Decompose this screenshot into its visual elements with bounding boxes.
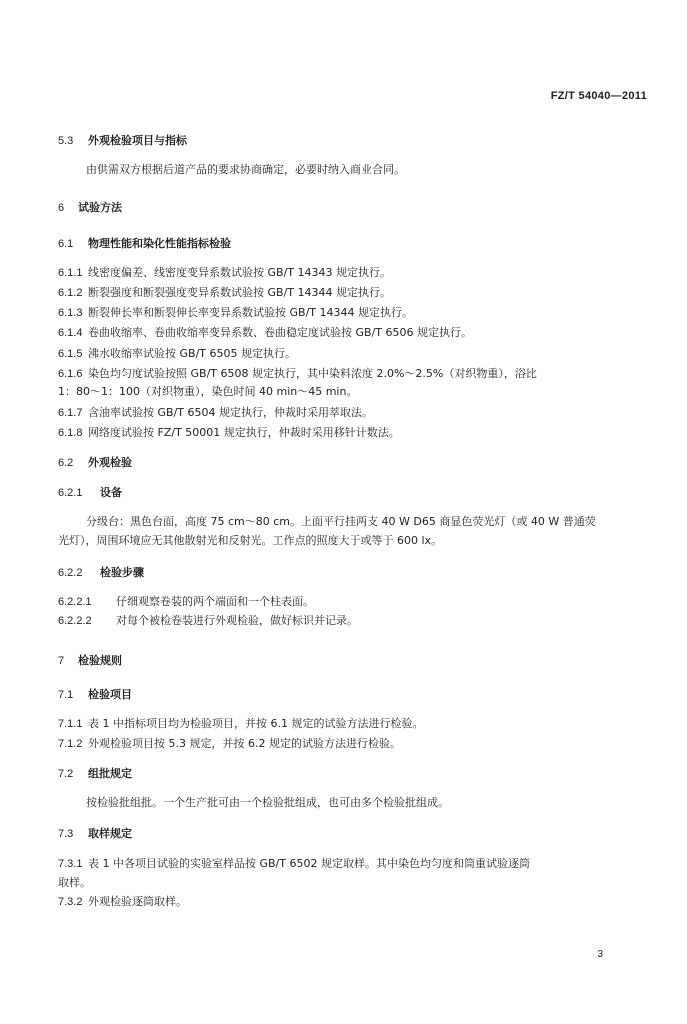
clause-6-1-1 bbox=[58, 265, 643, 281]
section-5-3-heading bbox=[58, 133, 643, 149]
section-7-2-body: 按检验批组批。一个生产批可由一个检验批组成，也可由多个检验批组成。 bbox=[86, 796, 449, 809]
section-7-3-heading bbox=[58, 826, 643, 842]
clause-6-1-2 bbox=[58, 285, 643, 301]
clause-text: 线密度偏差、线密度变异系数试验按 GB/T 14343 规定执行。 bbox=[88, 266, 391, 279]
section-7-1-heading bbox=[58, 687, 643, 703]
section-5-3-body: 由供需双方根据后道产品的要求协商确定，必要时纳入商业合同。 bbox=[86, 163, 405, 176]
section-title: 设备 bbox=[100, 486, 122, 499]
section-title: 组批规定 bbox=[88, 767, 132, 780]
clause-6-1-4 bbox=[58, 325, 643, 341]
section-number: 6.1 bbox=[58, 238, 74, 250]
section-6-1-heading bbox=[58, 236, 643, 252]
clause-6-1-3 bbox=[58, 305, 643, 321]
section-number: 7.1 bbox=[58, 689, 74, 701]
clause-text: 沸水收缩率试验按 GB/T 6505 规定执行。 bbox=[88, 347, 296, 360]
clause-number: 7.3.1 bbox=[58, 858, 83, 870]
clause-number: 6.1.7 bbox=[58, 407, 83, 419]
clause-6-2-2-1 bbox=[58, 594, 643, 610]
clause-number: 6.1.1 bbox=[58, 267, 83, 279]
clause-7-3-2 bbox=[58, 894, 643, 910]
section-title: 试验方法 bbox=[78, 201, 122, 214]
clause-6-2-2-2 bbox=[58, 613, 643, 629]
section-number: 7 bbox=[58, 655, 65, 667]
clause-number: 7.3.2 bbox=[58, 896, 83, 908]
clause-number: 6.1.4 bbox=[58, 327, 83, 339]
clause-text: 断裂伸长率和断裂伸长率变异系数试验按 GB/T 14344 规定执行。 bbox=[88, 306, 413, 319]
clause-text: 仔细观察卷装的两个端面和一个柱表面。 bbox=[116, 595, 314, 608]
section-title: 检验项目 bbox=[88, 688, 132, 701]
clause-text: 外观检验项目按 5.3 规定，并按 6.2 规定的试验方法进行检验。 bbox=[88, 737, 401, 750]
clause-number: 6.2.2.2 bbox=[58, 615, 92, 627]
clause-6-1-8 bbox=[58, 425, 643, 441]
section-6-2-1-body: 分级台：黑色台面，高度 75 cm～80 cm。上面平行挂两支 40 W D65 商显色荧光灯（或 40 W 普通荧 bbox=[86, 515, 596, 528]
page-number: 3 bbox=[597, 949, 603, 960]
clause-text: 外观检验逐筒取样。 bbox=[88, 895, 187, 908]
clause-7-3-1-continuation: 取样。 bbox=[58, 876, 91, 889]
clause-number: 6.1.2 bbox=[58, 287, 83, 299]
clause-text: 表 1 中指标项目均为检验项目，并按 6.1 规定的试验方法进行检验。 bbox=[88, 717, 424, 730]
section-title: 检验规则 bbox=[78, 654, 122, 667]
section-title: 取样规定 bbox=[88, 827, 132, 840]
section-6-2-1-heading bbox=[58, 485, 643, 501]
section-6-heading bbox=[58, 200, 643, 216]
clause-text: 含油率试验按 GB/T 6504 规定执行，仲裁时采用萃取法。 bbox=[88, 406, 373, 419]
standard-number: FZ/T 54040—2011 bbox=[550, 90, 647, 102]
clause-6-1-5 bbox=[58, 346, 643, 362]
section-7-2-heading bbox=[58, 766, 643, 782]
section-number: 6.2 bbox=[58, 457, 74, 469]
clause-number: 7.1.1 bbox=[58, 718, 83, 730]
clause-text: 表 1 中各项目试验的实验室样品按 GB/T 6502 规定取样。其中染色均匀度和筒重试验逐筒 bbox=[88, 857, 530, 870]
clause-text: 染色均匀度试验按照 GB/T 6508 规定执行，其中染料浓度 2.0%～2.5%（对织物重），浴比 bbox=[88, 367, 537, 380]
section-title: 外观检验项目与指标 bbox=[88, 134, 187, 147]
section-number: 6 bbox=[58, 202, 65, 214]
clause-7-1-2 bbox=[58, 736, 643, 752]
clause-7-3-1 bbox=[58, 856, 643, 872]
clause-number: 6.1.3 bbox=[58, 307, 83, 319]
section-title: 外观检验 bbox=[88, 456, 132, 469]
clause-text: 对每个被检卷装进行外观检验，做好标识并记录。 bbox=[116, 614, 358, 627]
section-title: 检验步骤 bbox=[100, 566, 144, 579]
clause-6-1-7 bbox=[58, 405, 643, 421]
section-number: 6.2.2 bbox=[58, 567, 83, 579]
section-number: 7.2 bbox=[58, 768, 74, 780]
clause-text: 断裂强度和断裂强度变异系数试验按 GB/T 14344 规定执行。 bbox=[88, 286, 391, 299]
clause-number: 6.1.6 bbox=[58, 368, 83, 380]
section-6-2-2-heading bbox=[58, 565, 643, 581]
section-6-2-heading bbox=[58, 455, 643, 471]
clause-7-1-1 bbox=[58, 716, 643, 732]
clause-number: 6.1.8 bbox=[58, 427, 83, 439]
section-number: 6.2.1 bbox=[58, 487, 83, 499]
clause-number: 6.1.5 bbox=[58, 348, 83, 360]
clause-number: 7.1.2 bbox=[58, 738, 83, 750]
clause-6-1-6 bbox=[58, 366, 643, 382]
clause-number: 6.2.2.1 bbox=[58, 596, 92, 608]
section-6-2-1-body-cont: 光灯），周围环境应无其他散射光和反射光。工作点的照度大于或等于 600 lx。 bbox=[58, 534, 443, 547]
clause-6-1-6-continuation: 1：80～1：100（对织物重），染色时间 40 min～45 min。 bbox=[58, 385, 358, 398]
section-title: 物理性能和染化性能指标检验 bbox=[88, 237, 231, 250]
section-number: 7.3 bbox=[58, 828, 74, 840]
section-7-heading bbox=[58, 653, 643, 669]
clause-text: 网络度试验按 FZ/T 50001 规定执行，仲裁时采用移针计数法。 bbox=[88, 426, 400, 439]
section-number: 5.3 bbox=[58, 135, 74, 147]
clause-text: 卷曲收缩率、卷曲收缩率变异系数、卷曲稳定度试验按 GB/T 6506 规定执行。 bbox=[88, 326, 472, 339]
